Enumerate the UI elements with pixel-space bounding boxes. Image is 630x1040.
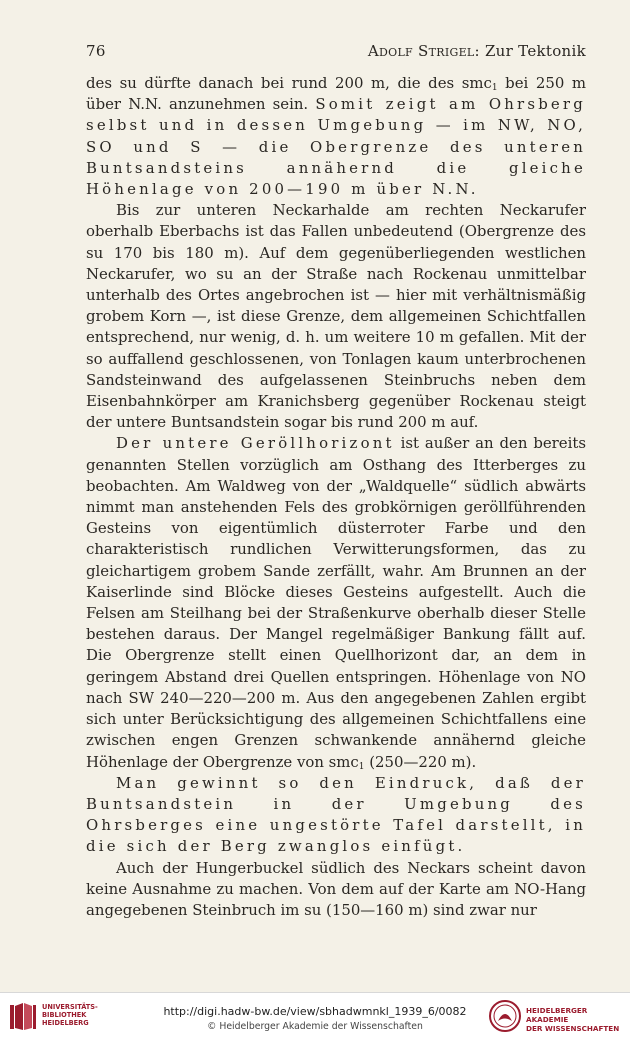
academy-name (526, 1006, 630, 1033)
copyright-notice: © Heidelberger Akademie der Wissenschaften (207, 1021, 423, 1032)
library-name-line: BIBLIOTHEK (42, 1011, 87, 1019)
short-title: Zur Tektonik (484, 42, 586, 60)
running-title (368, 42, 586, 60)
paragraph-1-text: des su dürfte danach bei rund 200 m, die des smc (86, 74, 492, 92)
paragraph-3 (86, 433, 586, 772)
viewer-footer (0, 992, 630, 1040)
library-name-line: UNIVERSITÄTS- (42, 1003, 98, 1011)
academy-name-line: DER WISSENSCHAFTEN (526, 1024, 620, 1033)
paragraph-1 (86, 73, 586, 200)
paragraph-2: Bis zur unteren Neckarhalde am rechten Neckarufer oberhalb Eberbachs ist das Fallen unbedeutend (Obergrenze des su 170 bis 180 m). Auf dem gegenüberliegenden westlichen Neckarufer, wo su an der Straße nach Rockenau unmittelbar unterhalb des Ortes angebrochen ist — hier mit verhältnismäßig grobem Korn —, ist diese Grenze, dem allgemeinen Schichtfallen entsprechend, nur wenig, d. h. um weitere 10 m gefallen. Mit der so auffallend geschlossenen, von Tonlagen kaum unterbrochenen Sandsteinwand des aufgelassenen Steinbruchs neben dem Eisenbahnkörper am Kranichsberg gegenüber Rockenau steigt der untere Buntsandstein sogar bis rund 200 m auf. (86, 201, 586, 432)
academy-name-line: HEIDELBERGER AKADEMIE (526, 1006, 588, 1024)
page-number: 76 (86, 42, 106, 60)
paragraph-3-text-end: (250—220 m). (364, 752, 477, 771)
header-separator: : (474, 42, 480, 60)
library-name-line: HEIDELBERG (42, 1019, 89, 1027)
emphasized-heading-text: Der untere Geröllhorizont (116, 434, 395, 453)
permalink-url[interactable]: http://digi.hadw-bw.de/view/sbhadwmnkl_1939_6/0082 (163, 1005, 467, 1018)
paragraph-1-line-2: über N.N. anzunehmen sein. (86, 95, 316, 114)
academy-seal-icon (488, 999, 522, 1033)
body-text (86, 73, 586, 921)
paragraph-3-text: ist außer an den bereits genannten Stellen vorzüglich am Osthang des Itterberges zu beobachten. Am Waldweg von der „Waldquelle“ südlich abwärts nimmt man anstehenden Fels des grobkörnigen geröllführenden Gesteins von eigentümlich düsterroter Farbe und den charakteristisch rundlichen Verwitterungsformen, das zu gleichartigem grobem Sande zerfällt, wahr. Am Brunnen an der Kaiserlinde sind Blöcke dieses Gesteins aufgestellt. Auch die Felsen am Steilhang bei der Straßenkurve oberhalb dieser Stelle bestehen daraus. Der Mangel regelmäßiger Bankung fällt auf. Die Obergrenze stellt einen Quellhorizont dar, an dem in geringem Abstand drei Quellen entspringen. Höhenlage von NO nach SW 240—220—200 m. Aus den angegebenen Zahlen ergibt sich unter Berücksichtigung des allgemeinen Schichtfallens eine zwischen engen Grenzen schwankende annähernd gleiche Höhenlage der Obergrenze von smc (86, 434, 586, 771)
subscript: 1 (491, 83, 498, 93)
paragraph-5: Auch der Hungerbuckel südlich des Neckars scheint davon keine Ausnahme zu machen. Von dem auf der Karte am NO-Hang angegebenen Steinbruch im su (150—160 m) sind zwar nur (86, 858, 586, 919)
paragraph-1-text-end: bei 250 m (497, 74, 587, 92)
subscript: 1 (358, 761, 365, 772)
author-name: Adolf Strigel (367, 42, 475, 60)
running-header (86, 42, 586, 64)
emphasized-text: Somit zeigt am Ohrsberg selbst und in dessen Umgebung — im NW, NO, SO und S — die Obergrenze des unteren Buntsandsteins annähernd die gleiche Höhenlage von 200—190 m über N.N. (86, 95, 586, 199)
paragraph-4: Man gewinnt so den Eindruck, daß der Buntsandstein in der Umgebung des Ohrsberges eine ungestörte Tafel darstellt, in die sich der Berg zwanglos einfügt. (86, 773, 586, 856)
